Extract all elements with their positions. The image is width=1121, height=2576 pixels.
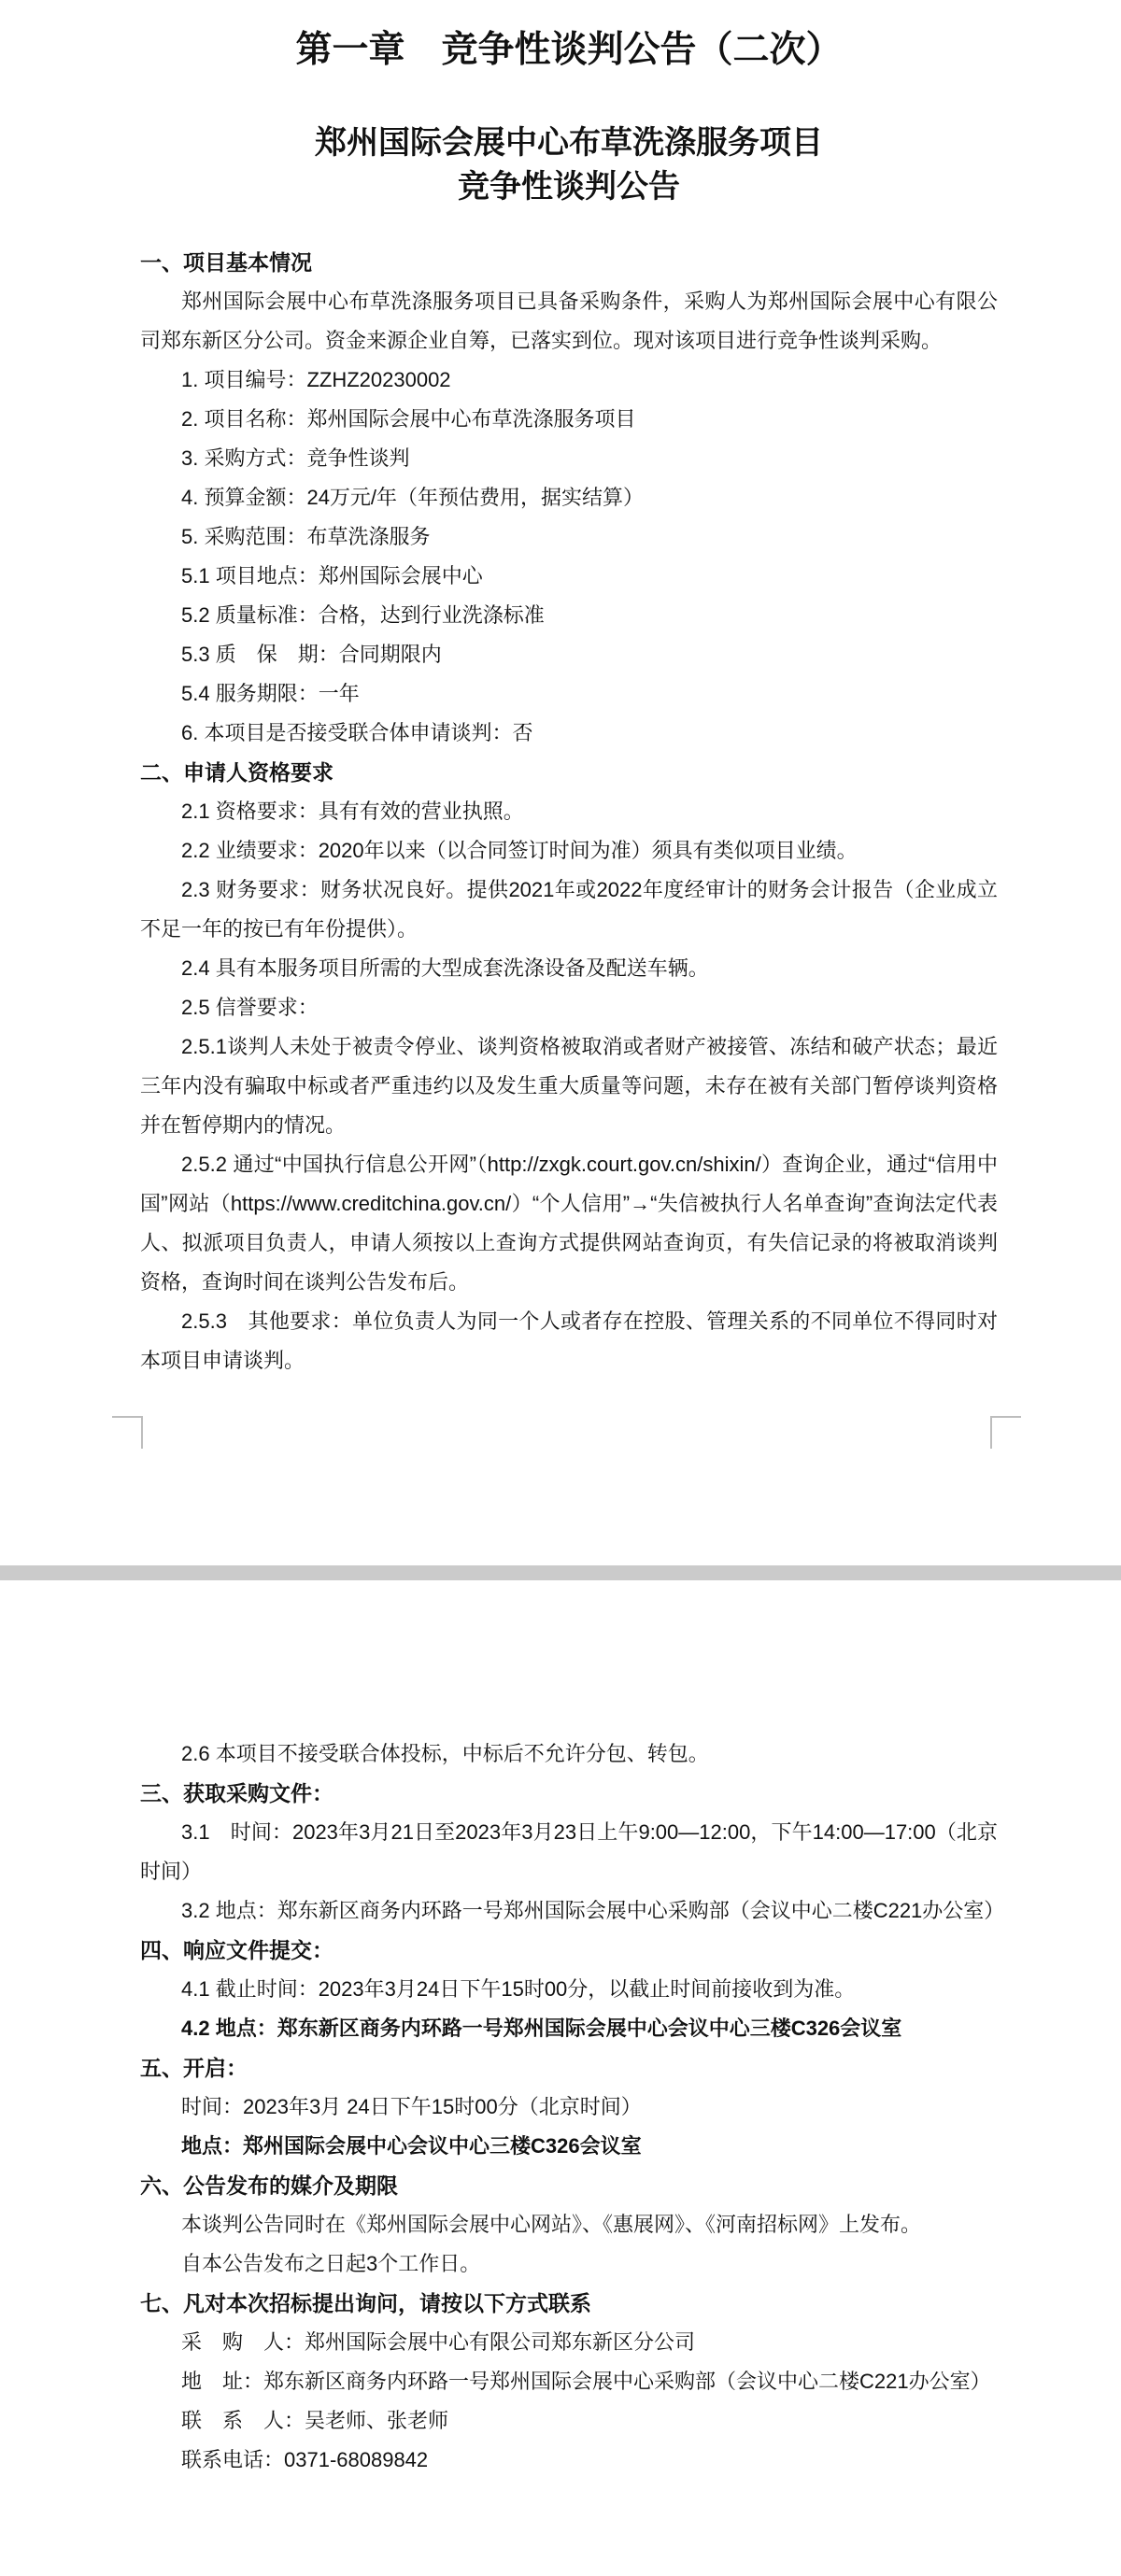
section-6-heading: 六、公告发布的媒介及期限 — [140, 2173, 398, 2198]
page-1-content — [140, 28, 998, 1380]
item-performance-requirement: 2.2 业绩要求：2020年以来（以合同签订时间为准）须具有类似项目业绩。 — [181, 839, 858, 862]
page-1-bottom-left-margin-mark — [112, 1416, 143, 1449]
item-service-period: 5.4 服务期限：一年 — [181, 682, 360, 705]
item-procurement-scope: 5. 采购范围：布草洗涤服务 — [181, 525, 431, 548]
page-separator — [0, 1565, 1121, 1580]
item-announcement-period: 自本公告发布之日起3个工作日。 — [181, 2252, 481, 2275]
section-7-heading: 七、凡对本次招标提出询问，请按以下方式联系 — [140, 2291, 591, 2315]
item-procurement-method: 3. 采购方式：竞争性谈判 — [181, 446, 410, 470]
item-quality-standard: 5.2 质量标准：合格，达到行业洗涤标准 — [181, 603, 545, 627]
section-1-heading: 一、项目基本情况 — [140, 250, 312, 275]
item-warranty-period: 5.3 质 保 期：合同期限内 — [181, 643, 442, 666]
item-qualification-requirement: 2.1 资格要求：具有有效的营业执照。 — [181, 800, 524, 823]
item-opening-time: 时间：2023年3月 24日下午15时00分（北京时间） — [181, 2095, 642, 2118]
item-project-name: 2. 项目名称：郑州国际会展中心布草洗涤服务项目 — [181, 407, 636, 431]
page-2-content — [140, 1580, 1005, 2480]
item-purchaser-address: 地 址：郑东新区商务内环路一号郑州国际会展中心采购部（会议中心二楼C221办公室） — [181, 2370, 991, 2393]
item-contact-person: 联 系 人：吴老师、张老师 — [181, 2409, 449, 2432]
item-other-requirement-2-5-3: 2.5.3 其他要求：单位负责人为同一个人或者存在控股、管理关系的不同单位不得同时对本项目申请谈判。 — [140, 1309, 998, 1372]
item-doc-obtain-time: 3.1 时间：2023年3月21日至2023年3月23日上午9:00—12:00，下午14:00—17:00（北京时间） — [140, 1820, 998, 1883]
item-credit-requirement-2-5-2: 2.5.2 通过“中国执行信息公开网”（http://zxgk.court.gov.cn/shixin/）查询企业，通过“信用中国”网站（https://www.creditchina.gov.cn/）“个人信用”→“失信被执行人名单查询”查询法定代表人、拟派项目负责人，申请人须按以上查询方式提供网站查询页，有失信记录的将被取消谈判资格，查询时间在谈判公告发布后。 — [140, 1153, 998, 1294]
item-no-consortium-bid: 2.6 本项目不接受联合体投标，中标后不允许分包、转包。 — [181, 1742, 709, 1765]
item-purchaser-name: 采 购 人：郑州国际会展中心有限公司郑东新区分公司 — [181, 2330, 696, 2354]
section-1-intro-paragraph: 郑州国际会展中心布草洗涤服务项目已具备采购条件，采购人为郑州国际会展中心有限公司郑东新区分公司。资金来源企业自筹，已落实到位。现对该项目进行竞争性谈判采购。 — [140, 290, 998, 352]
section-3-heading: 三、获取采购文件： — [140, 1781, 333, 1805]
item-financial-requirement: 2.3 财务要求：财务状况良好。提供2021年或2022年度经审计的财务会计报告（企业成立不足一年的按已有年份提供）。 — [140, 878, 998, 941]
item-submission-location: 4.2 地点：郑东新区商务内环路一号郑州国际会展中心会议中心三楼C326会议室 — [181, 2017, 902, 2040]
section-4-heading: 四、响应文件提交： — [140, 1938, 333, 1962]
item-credit-requirement-2-5-1: 2.5.1谈判人未处于被责令停业、谈判资格被取消或者财产被接管、冻结和破产状态；最近三年内没有骗取中标或者严重违约以及发生重大质量等问题，未存在被有关部门暂停谈判资格并在暂停期内的情况。 — [140, 1035, 998, 1137]
document-title — [140, 121, 998, 209]
item-consortium-negotiation: 6. 本项目是否接受联合体申请谈判：否 — [181, 721, 533, 744]
item-project-location: 5.1 项目地点：郑州国际会展中心 — [181, 564, 483, 587]
doc-type-title-line: 竞争性谈判公告 — [458, 169, 680, 205]
item-announcement-media: 本谈判公告同时在《郑州国际会展中心网站》、《惠展网》、《河南招标网》上发布。 — [181, 2213, 922, 2236]
item-doc-obtain-location: 3.2 地点：郑东新区商务内环路一号郑州国际会展中心采购部（会议中心二楼C221办公室） — [181, 1899, 1005, 1922]
item-budget-amount: 4. 预算金额：24万元/年（年预估费用，据实结算） — [181, 486, 645, 509]
item-opening-location: 地点：郑州国际会展中心会议中心三楼C326会议室 — [181, 2134, 642, 2158]
document-page-2 — [0, 1580, 1121, 2576]
item-project-number: 1. 项目编号：ZZHZ20230002 — [181, 368, 451, 391]
item-equipment-requirement: 2.4 具有本服务项目所需的大型成套洗涤设备及配送车辆。 — [181, 956, 709, 980]
chapter-title: 第一章 竞争性谈判公告（二次） — [295, 30, 843, 70]
item-contact-phone: 联系电话：0371-68089842 — [181, 2448, 429, 2471]
page-1-bottom-right-margin-mark — [990, 1416, 1021, 1449]
section-5-heading: 五、开启： — [140, 2056, 248, 2080]
item-submission-deadline: 4.1 截止时间：2023年3月24日下午15时00分，以截止时间前接收到为准。 — [181, 1977, 856, 2001]
section-2-heading: 二、申请人资格要求 — [140, 760, 333, 785]
project-title-line: 郑州国际会展中心布草洗涤服务项目 — [315, 125, 823, 161]
item-credit-requirement: 2.5 信誉要求： — [181, 996, 319, 1019]
